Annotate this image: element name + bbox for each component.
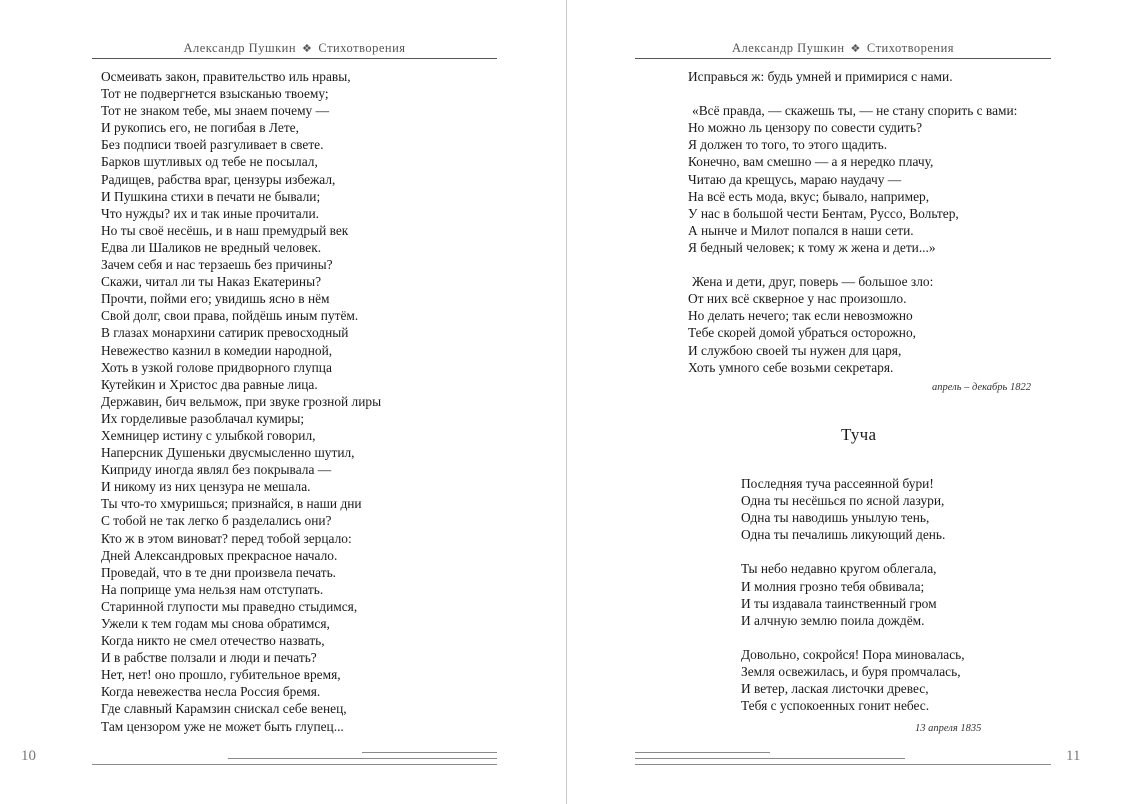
verse-line: Без подписи твоей разгуливает в свете.: [101, 137, 324, 153]
verse-line: Хоть умного себе возьми секретаря.: [688, 359, 894, 375]
verse-line: Ужели к тем годам мы снова обратимся,: [101, 616, 330, 631]
stanza: [741, 646, 965, 714]
verse-line: С тобой не так легко б разделались они?: [101, 513, 332, 529]
verse-line: И Пушкина стихи в печати не бывали;: [101, 188, 321, 204]
verse-line: Когда невежества несла Россия бремя.: [101, 684, 321, 700]
verse-line: Жена и дети, друг, поверь — большое зло:: [692, 274, 934, 290]
verse-line: Наперсник Душеньки двусмысленно шутил,: [101, 445, 355, 461]
page-number: 11: [1066, 748, 1081, 764]
verse-line: Где славный Карамзин снискал себе венец,: [101, 701, 347, 717]
verse-line: Радищев, рабства враг, цензуры избежал,: [101, 171, 336, 187]
verse-line: Одна ты несёшься по ясной лазури,: [741, 493, 945, 509]
verse-line: У нас в большой чести Бентам, Руссо, Вольтер,: [688, 205, 959, 221]
verse-line: Тот не знаком тебе, мы знаем почему —: [101, 103, 329, 119]
stanza: [688, 273, 1017, 376]
verse-line: Но ты своё несёшь, и в наш премудрый век: [101, 222, 349, 238]
stanza: [688, 102, 1017, 256]
verse-line: Ты что-то хмуришься; признайся, в наши дни: [101, 496, 362, 512]
verse-block: [688, 68, 1017, 376]
verse-line: Их горделивые разоблачал кумиры;: [101, 410, 305, 426]
verse-block: [101, 68, 381, 735]
verse-line: От них всё скверное у нас произошло.: [688, 291, 907, 307]
verse-line: Там цензором уже не может быть глупец...: [101, 718, 344, 734]
verse-line: Прочти, пойми его; увидишь ясно в нём: [101, 291, 330, 307]
footer-rule: [228, 758, 497, 759]
running-header: [635, 40, 1051, 59]
footer-rule: [92, 764, 497, 765]
verse-line: А нынче и Милот попался в наши сети.: [688, 222, 914, 238]
page-number: 10: [21, 748, 36, 764]
header-author: Александр Пушкин: [183, 41, 297, 55]
header-book-title: Стихотворения: [866, 41, 955, 55]
verse-line: На поприще ума нельзя нам отступать.: [101, 581, 324, 597]
verse-line: Когда никто не смел отечество назвать,: [101, 633, 325, 649]
verse-line: Что нужды? их и так иные прочитали.: [101, 205, 319, 221]
poem-title: Туча: [841, 425, 877, 444]
poem-body: [741, 475, 965, 714]
verse-line: В глазах монархини сатирик превосходный: [101, 325, 349, 341]
verse-line: Нет, нет! оно прошло, губительное время,: [101, 667, 341, 683]
verse-line: И алчную землю поила дождём.: [741, 612, 925, 628]
verse-line: Хемницер истину с улыбкой говорил,: [101, 427, 316, 443]
verse-line: На всё есть мода, вкус; бывало, например,: [688, 188, 930, 204]
verse-line: Конечно, вам смешно — а я нередко плачу,: [688, 154, 934, 170]
verse-line: Последняя туча рассеянной бури!: [741, 476, 934, 491]
footer-rule: [635, 752, 770, 753]
verse-line: Тебе скорей домой убраться осторожно,: [688, 325, 916, 341]
stanza: [741, 560, 965, 628]
footer-rule: [362, 752, 497, 753]
verse-line: И в рабстве ползали и люди и печать?: [101, 650, 317, 666]
verse-line: Зачем себя и нас терзаешь без причины?: [101, 257, 333, 273]
stanza: [741, 475, 965, 543]
header-book-title: Стихотворения: [318, 41, 406, 55]
verse-line: Невежество казнил в комедии народной,: [101, 342, 333, 358]
right-page: [567, 0, 1132, 804]
verse-line: Кутейкин и Христос два равные лица.: [101, 376, 318, 392]
stanza: [688, 68, 1017, 85]
verse-line: И ветер, лаская листочки древес,: [741, 681, 929, 697]
verse-line: Читаю да крещусь, мараю наудачу —: [688, 171, 902, 187]
verse-line: Киприду иногда являл без покрывала —: [101, 462, 332, 478]
verse-line: Тот не подвергнется взысканью твоему;: [101, 86, 329, 102]
verse-line: Хоть в узкой голове придворного глупца: [101, 359, 332, 375]
verse-line: Барков шутливых од тебе не посылал,: [101, 154, 318, 170]
verse-line: Я бедный человек; к тому ж жена и дети...»: [688, 239, 936, 255]
verse-line: Но делать нечего; так если невозможно: [688, 308, 913, 324]
verse-line: Тебя с успокоенных гонит небес.: [741, 698, 930, 714]
verse-line: Скажи, читал ли ты Наказ Екатерины?: [101, 274, 322, 290]
footer-rule: [635, 764, 1051, 765]
header-author: Александр Пушкин: [731, 41, 845, 55]
verse-line: Я должен то того, то этого щадить.: [688, 137, 888, 153]
date-note: апрель – декабрь 1822: [932, 382, 1031, 393]
verse-line: Дней Александровых прекрасное начало.: [101, 547, 338, 563]
verse-line: Исправься ж: будь умней и примирися с нами.: [688, 69, 953, 84]
verse-line: И никому из них цензура не мешала.: [101, 479, 311, 495]
verse-line: И рукопись его, не погибая в Лете,: [101, 120, 299, 136]
footer-rule: [635, 758, 905, 759]
verse-line: Едва ли Шаликов не вредный человек.: [101, 239, 322, 255]
verse-line: Ты небо недавно кругом облегала,: [741, 561, 937, 577]
verse-line: Проведай, что в те дни произвела печать.: [101, 564, 337, 580]
verse-line: Свой долг, свои права, пойдёшь иным путём.: [101, 308, 359, 324]
verse-line: Но можно ль цензору по совести судить?: [688, 120, 923, 136]
verse-line: Кто ж в этом виноват? перед тобой зерцало:: [101, 530, 352, 546]
verse-line: Одна ты печалишь ликующий день.: [741, 527, 946, 543]
ornament-icon: ❖: [302, 43, 313, 55]
verse-line: Одна ты наводишь унылую тень,: [741, 510, 930, 526]
verse-line: Земля освежилась, и буря промчалась,: [741, 664, 961, 680]
verse-line: И ты издавала таинственный гром: [741, 595, 937, 611]
verse-line: Довольно, сокройся! Пора миновалась,: [741, 646, 965, 662]
date-note: 13 апреля 1835: [915, 723, 982, 734]
verse-line: Старинной глупости мы праведно стыдимся,: [101, 598, 358, 614]
verse-line: Осмеивать закон, правительство иль нравы,: [101, 69, 351, 84]
verse-line: И службою своей ты нужен для царя,: [688, 342, 902, 358]
running-header: [92, 40, 497, 59]
ornament-icon: ❖: [850, 43, 861, 55]
verse-line: И молния грозно тебя обвивала;: [741, 578, 925, 594]
verse-line: «Всё правда, — скажешь ты, — не стану спорить с вами:: [692, 103, 1018, 119]
verse-line: Державин, бич вельмож, при звуке грозной лиры: [101, 393, 382, 409]
